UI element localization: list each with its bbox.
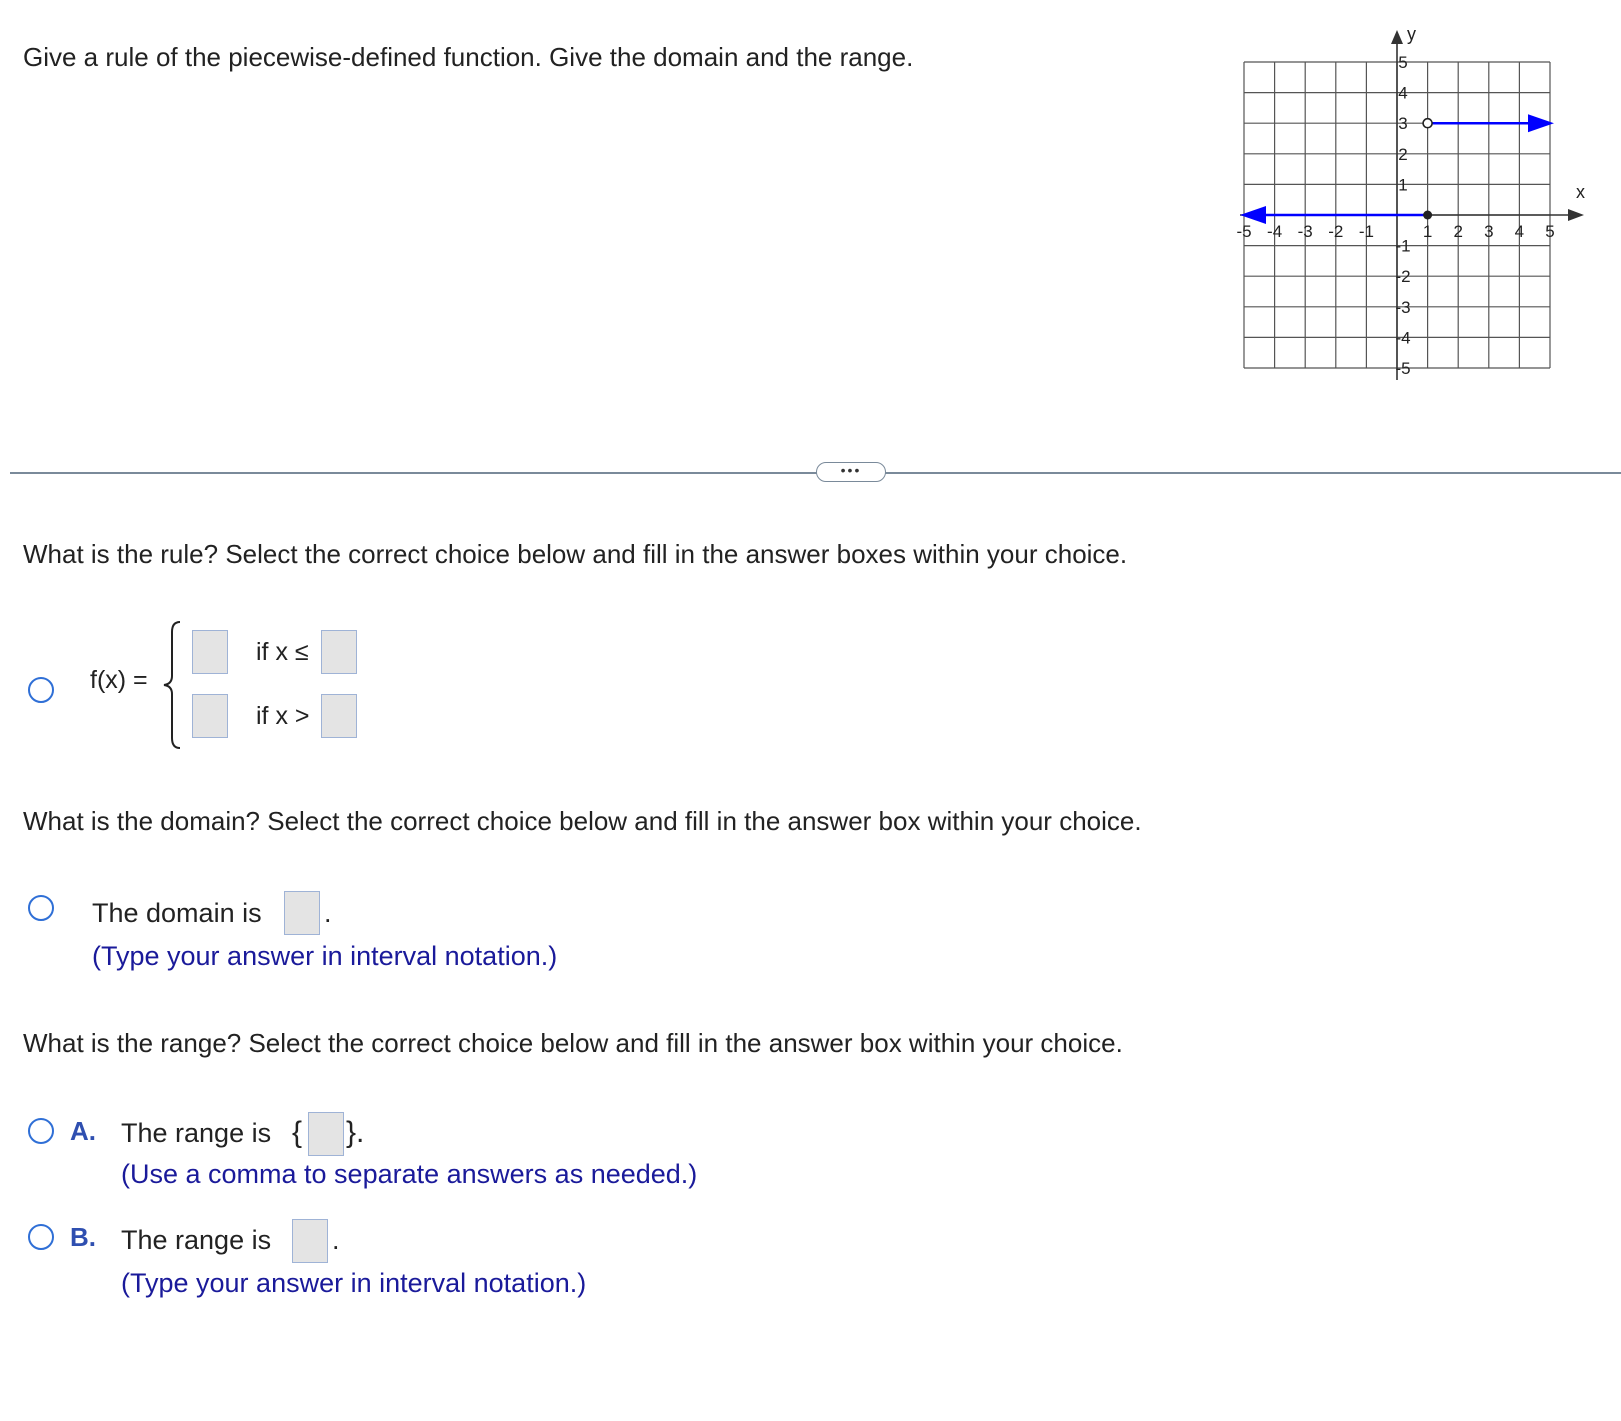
range-prompt: What is the range? Select the correct choice below and fill in the answer box within your choice. bbox=[23, 1028, 1123, 1058]
x-tick-label: 2 bbox=[1453, 222, 1463, 241]
y-tick-label: 2 bbox=[1398, 144, 1408, 164]
x-tick-label: 1 bbox=[1422, 222, 1433, 241]
y-axis-arrow-icon bbox=[1391, 30, 1403, 44]
y-tick-label: -2 bbox=[1395, 267, 1411, 287]
x-tick-label: -1 bbox=[1358, 222, 1374, 241]
domain-input[interactable] bbox=[284, 891, 320, 935]
range-choice-b-radio[interactable] bbox=[28, 1224, 54, 1250]
open-endpoint-icon bbox=[1423, 119, 1432, 128]
range-choice-b-text: The range is bbox=[121, 1225, 272, 1255]
domain-period: . bbox=[324, 898, 332, 928]
y-tick-label: 1 bbox=[1398, 175, 1408, 195]
y-tick-label: -3 bbox=[1395, 297, 1411, 317]
x-axis-label: x bbox=[1576, 182, 1585, 202]
y-tick-label: -5 bbox=[1395, 359, 1411, 378]
graph-svg bbox=[1236, 20, 1610, 390]
question-prompt: Give a rule of the piecewise-defined function. Give the domain and the range. bbox=[23, 42, 914, 72]
range-choice-a-letter: A. bbox=[70, 1116, 96, 1146]
closed-endpoint-icon bbox=[1423, 211, 1432, 220]
y-tick-label: 4 bbox=[1398, 83, 1408, 103]
x-tick-label: 3 bbox=[1484, 222, 1494, 241]
case1-bound-input[interactable] bbox=[321, 630, 357, 674]
y-tick-label: 5 bbox=[1398, 53, 1408, 72]
range-choice-b-hint: (Type your answer in interval notation.) bbox=[121, 1268, 587, 1298]
range-a-input[interactable] bbox=[308, 1112, 344, 1156]
case2-condition: if x > bbox=[256, 702, 310, 730]
more-button[interactable]: ••• bbox=[816, 462, 886, 482]
x-tick-label: -2 bbox=[1328, 222, 1344, 241]
case2-bound-input[interactable] bbox=[321, 694, 357, 738]
case1-condition: if x ≤ bbox=[256, 638, 309, 666]
domain-choice-radio[interactable] bbox=[28, 895, 54, 921]
range-b-input[interactable] bbox=[292, 1219, 328, 1263]
range-choice-a-text: The range is bbox=[121, 1118, 272, 1148]
piecewise-graph bbox=[1236, 20, 1610, 395]
range-choice-a-radio[interactable] bbox=[28, 1118, 54, 1144]
domain-prompt: What is the domain? Select the correct choice below and fill in the answer box within your choice. bbox=[23, 806, 1142, 836]
x-tick-label: 4 bbox=[1514, 222, 1525, 241]
range-b-period: . bbox=[332, 1225, 340, 1255]
range-choice-a-hint: (Use a comma to separate answers as needed.) bbox=[121, 1159, 698, 1189]
range-choice-b-letter: B. bbox=[70, 1222, 96, 1252]
range-a-open-brace: { bbox=[292, 1116, 303, 1149]
x-tick-label: -3 bbox=[1297, 222, 1313, 241]
range-a-close-brace: }. bbox=[346, 1116, 365, 1149]
x-axis-arrow-icon bbox=[1568, 209, 1584, 221]
x-tick-label: 5 bbox=[1545, 222, 1555, 241]
case1-value-input[interactable] bbox=[192, 630, 228, 674]
fx-label: f(x) = bbox=[90, 666, 148, 694]
y-axis-label: y bbox=[1407, 24, 1416, 44]
domain-choice-text: The domain is bbox=[92, 898, 262, 928]
rule-choice-radio[interactable] bbox=[28, 677, 54, 703]
y-tick-label: -1 bbox=[1395, 236, 1411, 256]
y-tick-label: -4 bbox=[1395, 328, 1411, 348]
x-tick-label: -5 bbox=[1236, 222, 1252, 241]
y-tick-label: 3 bbox=[1398, 114, 1408, 134]
domain-hint: (Type your answer in interval notation.) bbox=[92, 941, 558, 971]
rule-prompt: What is the rule? Select the correct choice below and fill in the answer boxes within your choice. bbox=[23, 539, 1128, 569]
x-tick-label: -4 bbox=[1267, 222, 1283, 241]
case2-value-input[interactable] bbox=[192, 694, 228, 738]
left-brace-icon bbox=[162, 620, 184, 750]
